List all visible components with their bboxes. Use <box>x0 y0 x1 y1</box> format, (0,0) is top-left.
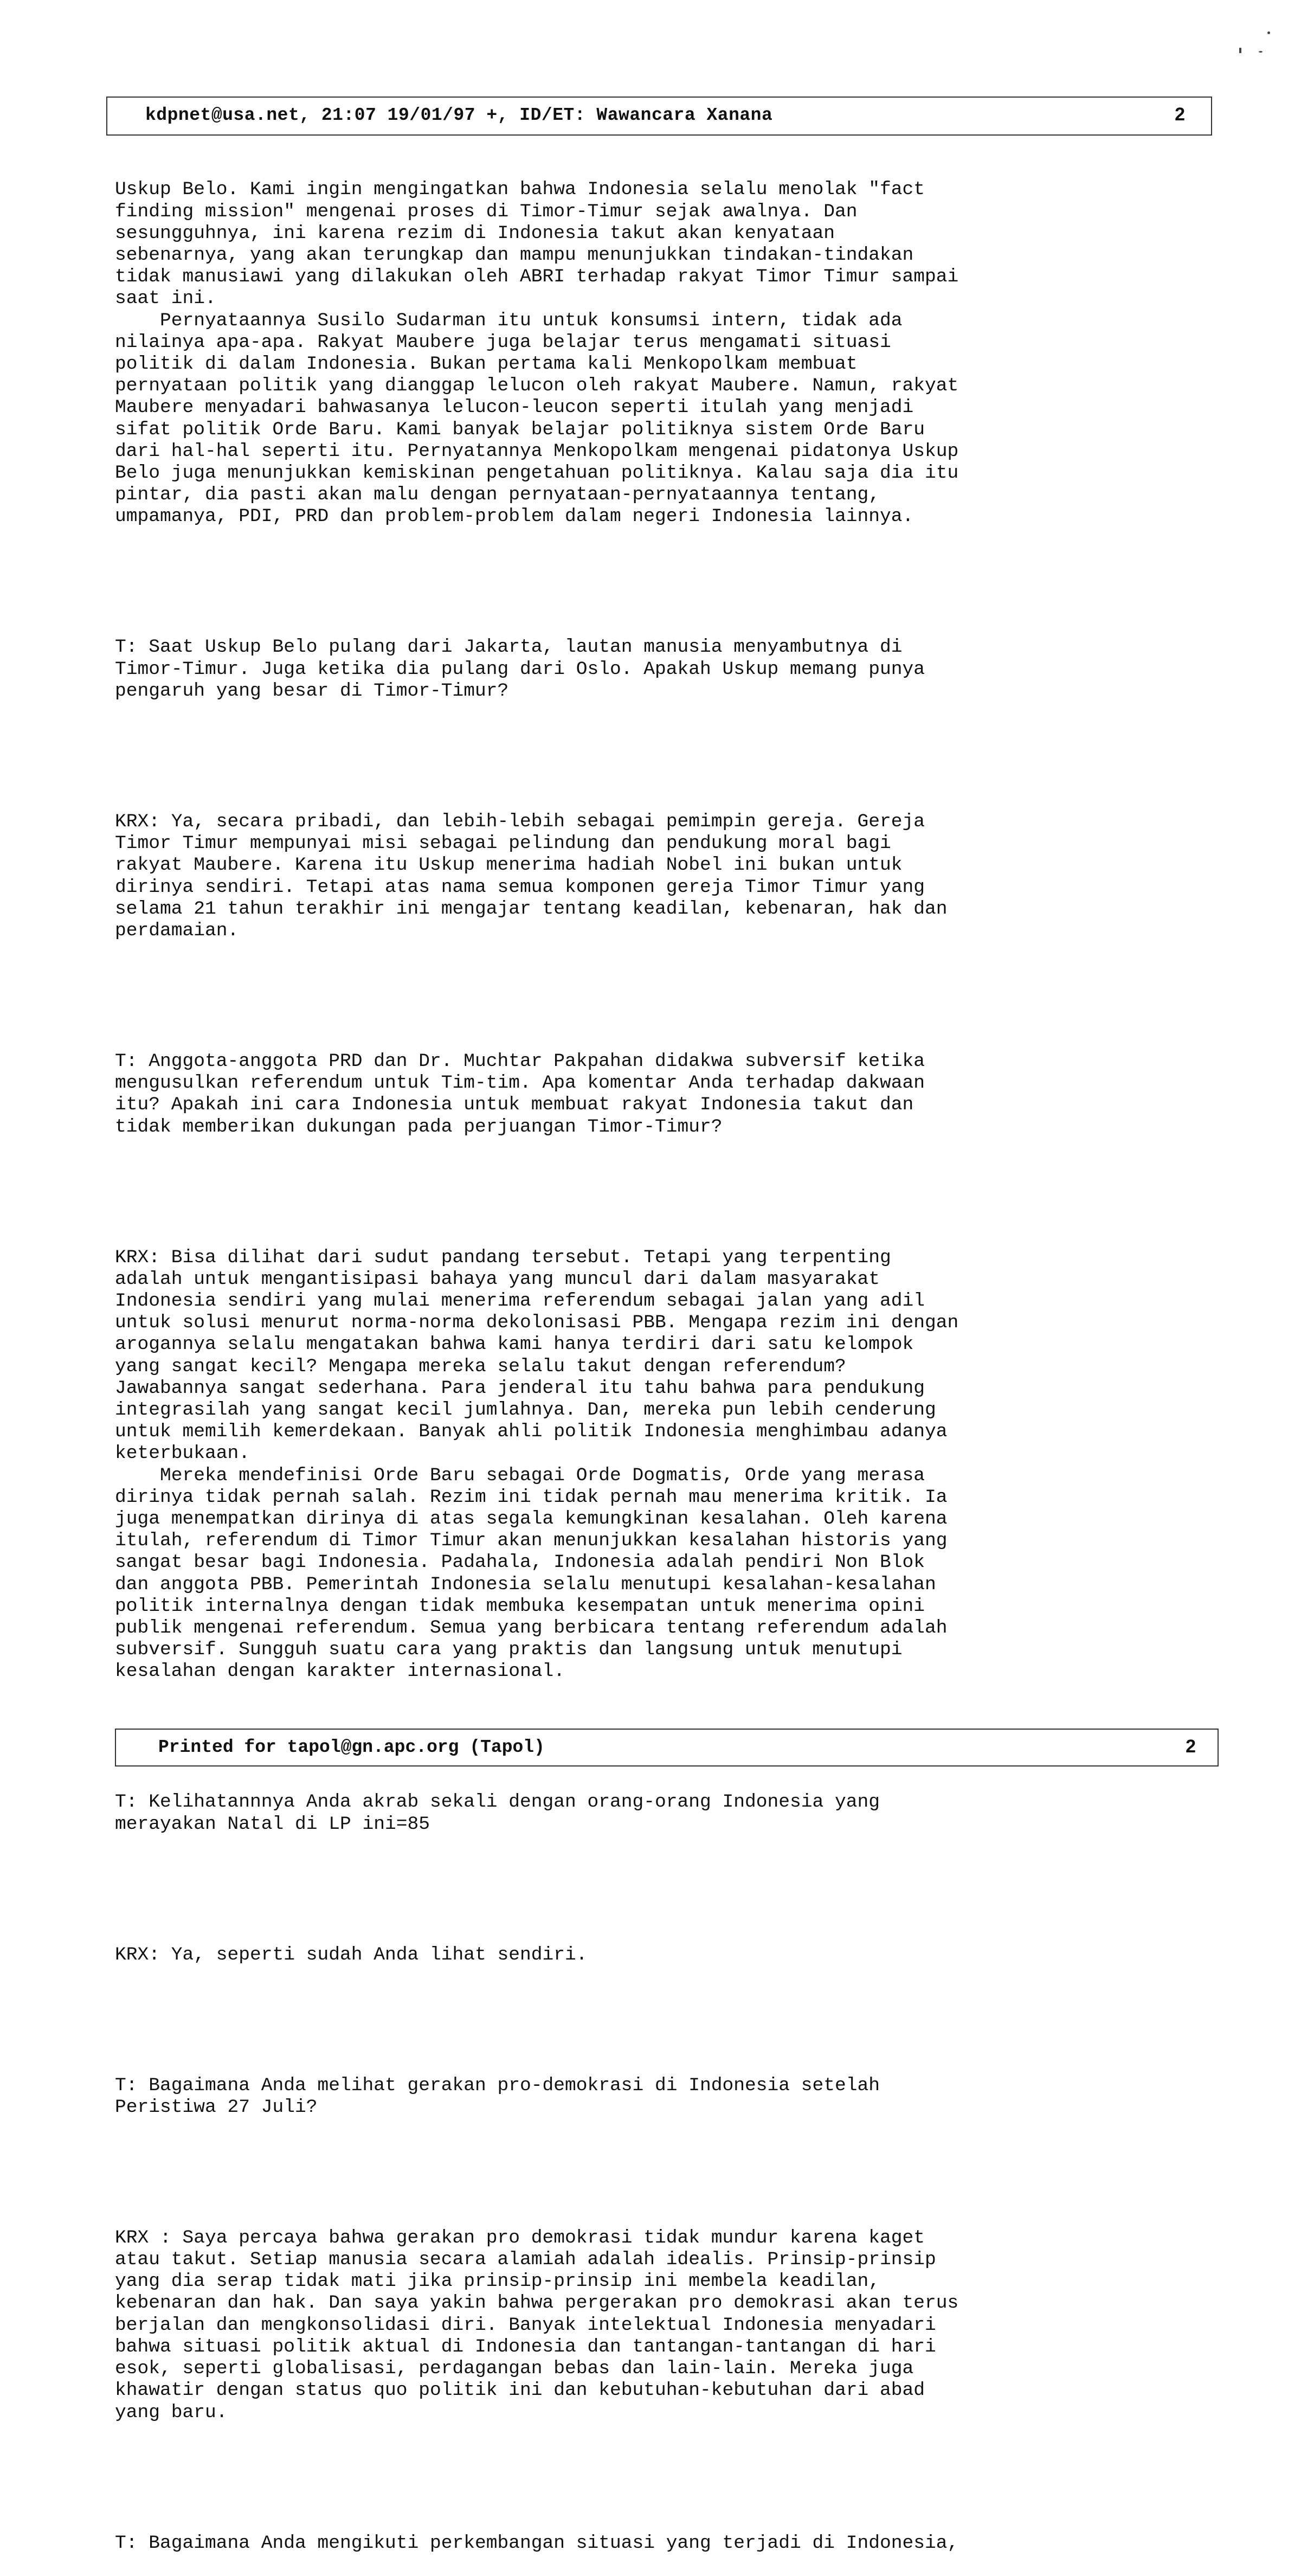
paragraph: T: Bagaimana Anda mengikuti perkembangan situasi yang terjadi di Indonesia, <box>115 2532 959 2554</box>
footer-page-number: 2 <box>1186 1736 1196 1757</box>
paragraph: T: Anggota-anggota PRD dan Dr. Muchtar Pakpahan didakwa subversif ketika mengusulkan referendum untuk Tim-tim. Apa komentar Anda terhadap dakwaan itu? Apakah ini cara Indonesia untuk membuat rakyat Indonesia takut dan tidak memberikan dukungan pada perjuangan Timor-Timur? <box>115 1050 925 1138</box>
page-header <box>106 97 1212 136</box>
footer-printed-for: Printed for tapol@gn.apc.org (Tapol) <box>158 1737 545 1757</box>
document-body <box>115 136 1199 2576</box>
scan-speck <box>1267 31 1270 34</box>
paragraph: KRX: Ya, secara pribadi, dan lebih-lebih sebagai pemimpin gereja. Gereja Timor Timur mempunyai misi sebagai pelindung dan pendukung moral bagi rakyat Maubere. Karena itu Uskup menerima hadiah Nobel ini bukan untuk dirinya sendiri. Tetapi atas nama semua komponen gereja Timor Timur yang selama 21 tahun terakhir ini mengajar tentang keadilan, kebenaran, hak dan perdamaian. <box>115 811 948 941</box>
paragraph: T: Bagaimana Anda melihat gerakan pro-demokrasi di Indonesia setelah Peristiwa 27 Juli? <box>115 2074 880 2118</box>
paragraph: T: Kelihatannnya Anda akrab sekali dengan orang-orang Indonesia yang merayakan Natal di LP ini=85 <box>115 1791 880 1835</box>
header-page-number: 2 <box>1175 104 1185 125</box>
paragraph: KRX: Ya, seperti sudah Anda lihat sendiri. <box>115 1944 588 1965</box>
header-title: kdpnet@usa.net, 21:07 19/01/97 +, ID/ET: Wawancara Xanana <box>145 105 773 125</box>
scan-speck <box>1259 51 1263 53</box>
page-footer <box>115 1729 1219 1766</box>
scan-speck <box>1239 48 1241 53</box>
paragraph: Uskup Belo. Kami ingin mengingatkan bahwa Indonesia selalu menolak "fact finding mission" mengenai proses di Timor-Timur sejak awalnya. Dan sesungguhnya, ini karena rezim di Indonesia takut akan kenyataan sebenarnya, yang akan terungkap dan mampu menunjukkan tindakan-tindakan tidak manusiawi yang dilakukan oleh ABRI terhadap rakyat Timor Timur sampai saat ini. Pernyataannya Susilo Sudarman itu untuk konsumsi intern, tidak ada nilainya apa-apa. Rakyat Maubere juga belajar terus mengamati situasi politik di dalam Indonesia. Bukan pertama kali Menkopolkam membuat pernyataan politik yang dianggap lelucon oleh rakyat Maubere. Namun, rakyat Maubere menyadari bahwasanya lelucon-leucon seperti itulah yang menjadi sifat politik Orde Baru. Kami banyak belajar politiknya sistem Orde Baru dari hal-hal seperti itu. Pernyatannya Menkopolkam mengenai pidatonya Uskup Belo juga menunjukkan kemiskinan pengetahuan politiknya. Kalau saja dia itu pintar, dia pasti akan malu dengan pernyataan-pernyataannya tentang, umpamanya, PDI, PRD dan problem-problem dalam negeri Indonesia lainnya. <box>115 179 959 528</box>
paragraph: T: Saat Uskup Belo pulang dari Jakarta, lautan manusia menyambutnya di Timor-Timur. Juga ketika dia pulang dari Oslo. Apakah Uskup memang punya pengaruh yang besar di Timor-Timur? <box>115 637 925 702</box>
paragraph: KRX: Bisa dilihat dari sudut pandang tersebut. Tetapi yang terpenting adalah untuk mengantisipasi bahaya yang muncul dari dalam masyarakat Indonesia sendiri yang mulai menerima referendum sebagai jalan yang adil untuk solusi menurut norma-norma dekolonisasi PBB. Mengapa rezim ini dengan arogannya selalu mengatakan bahwa kami hanya terdiri dari satu kelompok yang sangat kecil? Mengapa mereka selalu takut dengan referendum? Jawabannya sangat sederhana. Para jenderal itu tahu bahwa para pendukung integrasilah yang sangat kecil jumlahnya. Dan, mereka pun lebih cenderung untuk memilih kemerdekaan. Banyak ahli politik Indonesia menghimbau adanya keterbukaan. Mereka mendefinisi Orde Baru sebagai Orde Dogmatis, Orde yang merasa dirinya tidak pernah salah. Rezim ini tidak pernah mau menerima kritik. Ia juga menempatkan dirinya di atas segala kemungkinan kesalahan. Oleh karena itulah, referendum di Timor Timur akan menunjukkan kesalahan historis yang sangat besar bagi Indonesia. Padahala, Indonesia adalah pendiri Non Blok dan anggota PBB. Pemerintah Indonesia selalu menutupi kesalahan-kesalahan politik internalnya dengan tidak membuka kesempatan untuk menerima opini publik mengenai referendum. Semua yang berbicara tentang referendum adalah subversif. Sungguh suatu cara yang praktis dan langsung untuk menutupi kesalahan dengan karakter internasional. <box>115 1247 959 1682</box>
paragraph: KRX : Saya percaya bahwa gerakan pro demokrasi tidak mundur karena kaget atau takut. Setiap manusia secara alamiah adalah idealis. Prinsip-prinsip yang dia serap tidak mati jika prinsip-prinsip ini membela keadilan, kebenaran dan hak. Dan saya yakin bahwa pergerakan pro demokrasi akan terus berjalan dan mengkonsolidasi diri. Banyak intelektual Indonesia menyadari bahwa situasi politik aktual di Indonesia dan tantangan-tantangan di hari esok, seperti globalisasi, perdagangan bebas dan lain-lain. Mereka juga khawatir dengan status quo politik ini dan kebutuhan-kebutuhan dari abad yang baru. <box>115 2227 959 2423</box>
